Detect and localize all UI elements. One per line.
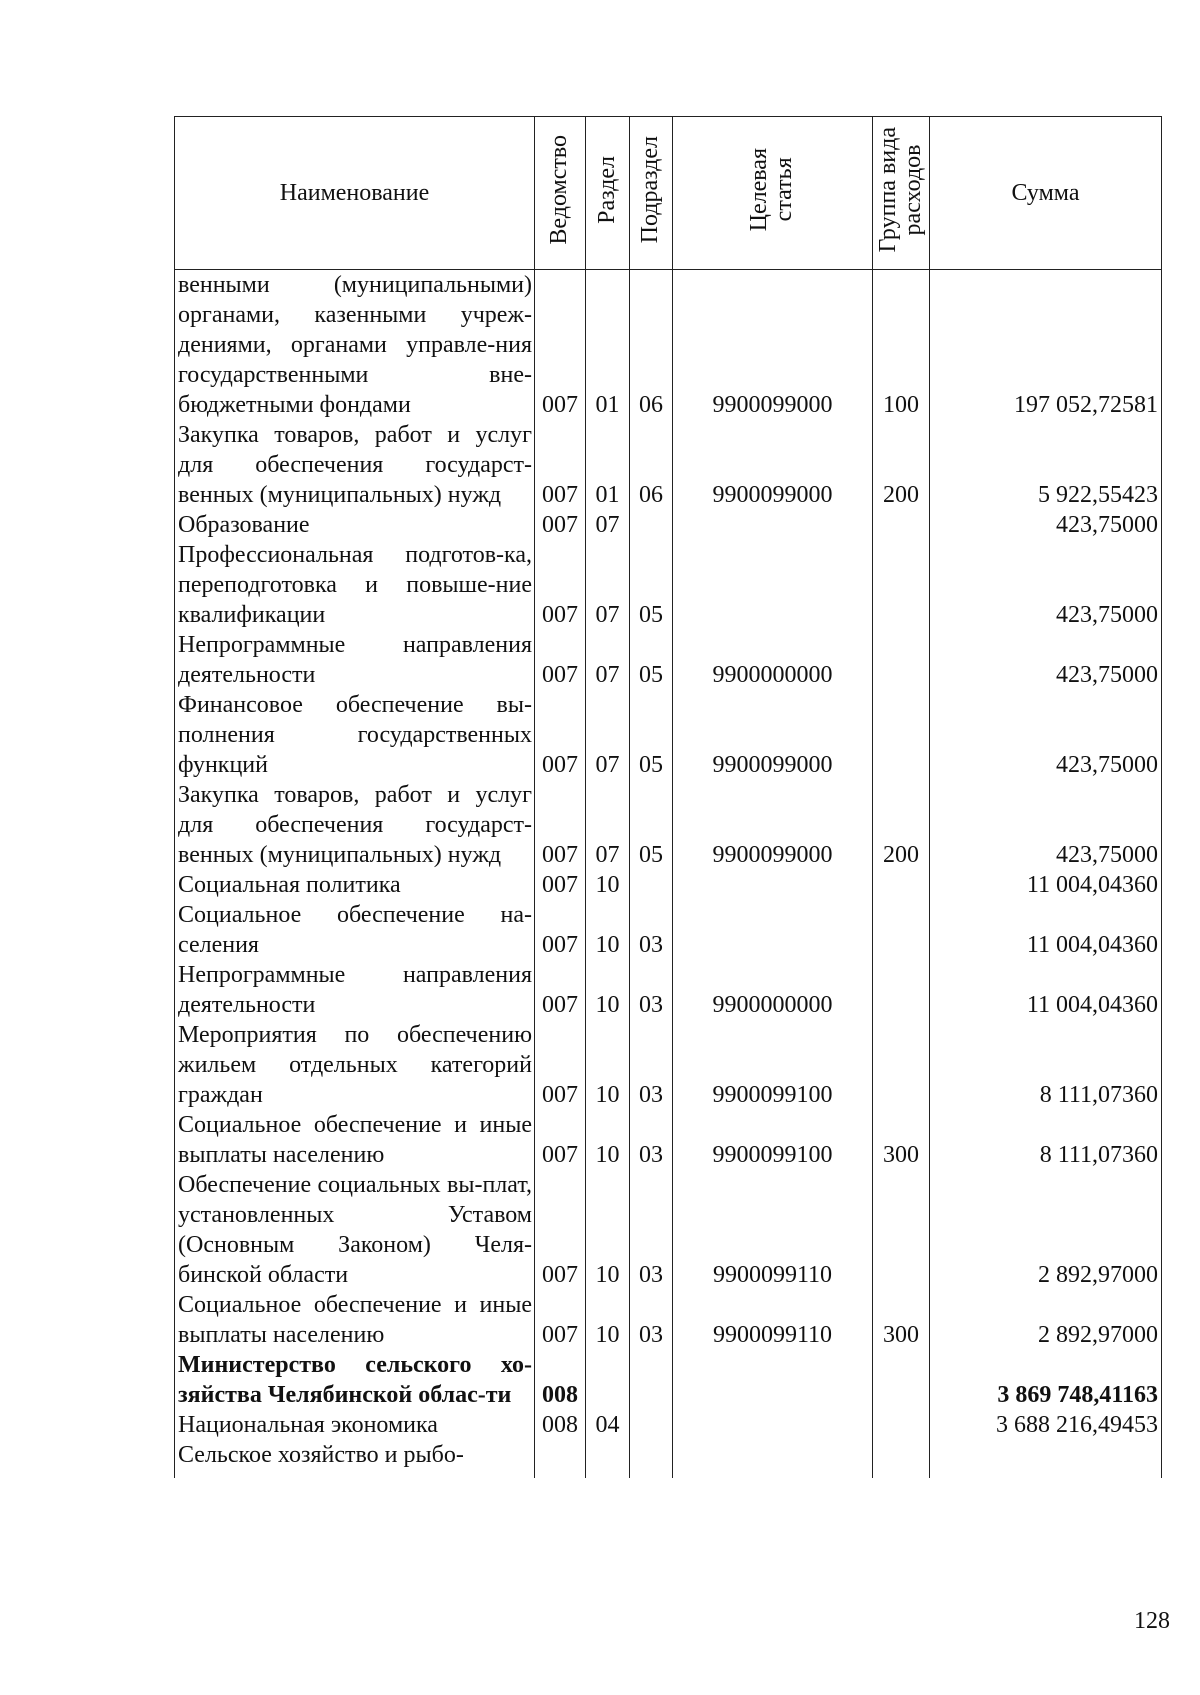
cell-podrazdel (630, 1410, 673, 1440)
table-row (175, 540, 1162, 630)
table-row (175, 1410, 1162, 1440)
table-row (175, 1350, 1162, 1410)
cell-podrazdel: 05 (630, 540, 673, 630)
cell-celevaya: 9900099100 (673, 1110, 873, 1170)
cell-name: Социальное обеспечение и иные выплаты населению (175, 1290, 535, 1350)
table-row (175, 630, 1162, 690)
cell-summa: 3 869 748,41163 (930, 1350, 1162, 1410)
table-row (175, 870, 1162, 900)
cell-podrazdel: 03 (630, 1020, 673, 1110)
header-celevaya (673, 117, 873, 270)
cell-summa: 423,75000 (930, 630, 1162, 690)
cell-podrazdel (630, 1440, 673, 1478)
cell-razdel (586, 1440, 630, 1478)
header-celevaya-line2: статья (771, 157, 798, 222)
cell-name: Непрограммные направления деятельности (175, 960, 535, 1020)
cell-gruppa (873, 1020, 930, 1110)
page-number: 128 (1134, 1608, 1170, 1634)
cell-name: Обеспечение социальных вы-плат, установленных Уставом (Основным Законом) Челя-бинской области (175, 1170, 535, 1290)
cell-summa: 423,75000 (930, 510, 1162, 540)
cell-podrazdel: 03 (630, 1170, 673, 1290)
cell-name: Социальное обеспечение на-селения (175, 900, 535, 960)
table-row (175, 1020, 1162, 1110)
cell-podrazdel: 05 (630, 630, 673, 690)
cell-ved: 007 (535, 1020, 586, 1110)
cell-gruppa (873, 1440, 930, 1478)
table-row (175, 780, 1162, 870)
cell-razdel: 10 (586, 900, 630, 960)
cell-podrazdel: 05 (630, 690, 673, 780)
cell-summa: 11 004,04360 (930, 870, 1162, 900)
cell-name: Сельское хозяйство и рыбо- (175, 1440, 535, 1478)
header-name-label: Наименование (279, 179, 430, 206)
cell-razdel: 10 (586, 870, 630, 900)
table-row (175, 1290, 1162, 1350)
cell-summa: 8 111,07360 (930, 1020, 1162, 1110)
cell-gruppa (873, 870, 930, 900)
cell-summa: 423,75000 (930, 540, 1162, 630)
header-summa-label: Сумма (1011, 179, 1080, 206)
cell-razdel: 10 (586, 1290, 630, 1350)
cell-podrazdel: 03 (630, 960, 673, 1020)
cell-summa (930, 1440, 1162, 1478)
cell-celevaya: 9900000000 (673, 960, 873, 1020)
cell-ved: 007 (535, 420, 586, 510)
cell-summa: 2 892,97000 (930, 1290, 1162, 1350)
cell-ved: 008 (535, 1350, 586, 1410)
cell-name: Профессиональная подготов-ка, переподготовка и повыше-ние квалификации (175, 540, 535, 630)
cell-razdel: 07 (586, 780, 630, 870)
cell-celevaya: 9900000000 (673, 630, 873, 690)
cell-ved: 007 (535, 510, 586, 540)
cell-name: Финансовое обеспечение вы-полнения государственных функций (175, 690, 535, 780)
header-gruppa-line1: Группа вида (874, 126, 901, 253)
cell-name: Закупка товаров, работ и услуг для обеспечения государст-венных (муниципальных) нужд (175, 780, 535, 870)
cell-gruppa (873, 900, 930, 960)
cell-ved: 007 (535, 1170, 586, 1290)
table-row (175, 1110, 1162, 1170)
cell-name: Мероприятия по обеспечению жильем отдельных категорий граждан (175, 1020, 535, 1110)
cell-celevaya (673, 540, 873, 630)
header-gruppa-label (876, 127, 926, 252)
cell-name: Национальная экономика (175, 1410, 535, 1440)
cell-podrazdel: 06 (630, 270, 673, 421)
cell-ved: 007 (535, 690, 586, 780)
header-podrazdel-label: Подраздел (637, 135, 664, 244)
cell-name: Министерство сельского хо-зяйства Челябинской облас-ти (175, 1350, 535, 1410)
cell-gruppa (873, 960, 930, 1020)
header-celevaya-line1: Целевая (746, 147, 773, 232)
cell-razdel: 10 (586, 1170, 630, 1290)
cell-celevaya (673, 1350, 873, 1410)
cell-ved: 007 (535, 1290, 586, 1350)
header-ved (535, 117, 586, 270)
header-celevaya-label (747, 148, 797, 231)
cell-summa: 8 111,07360 (930, 1110, 1162, 1170)
cell-podrazdel: 03 (630, 1110, 673, 1170)
cell-summa: 11 004,04360 (930, 960, 1162, 1020)
cell-gruppa (873, 510, 930, 540)
cell-podrazdel (630, 510, 673, 540)
cell-name: Социальное обеспечение и иные выплаты населению (175, 1110, 535, 1170)
cell-ved: 007 (535, 630, 586, 690)
cell-ved (535, 1440, 586, 1478)
header-razdel-label: Раздел (593, 155, 620, 224)
table-row (175, 510, 1162, 540)
cell-gruppa: 300 (873, 1290, 930, 1350)
table-row (175, 690, 1162, 780)
cell-summa: 423,75000 (930, 780, 1162, 870)
cell-celevaya: 9900099000 (673, 780, 873, 870)
cell-razdel (586, 1350, 630, 1410)
cell-podrazdel (630, 870, 673, 900)
table-body (175, 270, 1162, 1479)
cell-ved: 007 (535, 1110, 586, 1170)
cell-summa: 2 892,97000 (930, 1170, 1162, 1290)
header-gruppa (873, 117, 930, 270)
cell-podrazdel: 03 (630, 1290, 673, 1350)
header-podrazdel (630, 117, 673, 270)
cell-summa: 11 004,04360 (930, 900, 1162, 960)
cell-name: Закупка товаров, работ и услуг для обеспечения государст-венных (муниципальных) нужд (175, 420, 535, 510)
cell-ved: 007 (535, 960, 586, 1020)
cell-summa: 423,75000 (930, 690, 1162, 780)
cell-gruppa: 200 (873, 420, 930, 510)
header-name (175, 117, 535, 270)
table-row (175, 420, 1162, 510)
budget-table (174, 116, 1162, 1478)
cell-gruppa: 200 (873, 780, 930, 870)
cell-ved: 007 (535, 870, 586, 900)
header-razdel (586, 117, 630, 270)
cell-gruppa (873, 1170, 930, 1290)
cell-name: Социальная политика (175, 870, 535, 900)
cell-gruppa (873, 690, 930, 780)
cell-gruppa (873, 1410, 930, 1440)
table-row (175, 1440, 1162, 1478)
cell-name: венными (муниципальными) органами, казенными учреж-дениями, органами управле-ния государственными вне-бюджетными фондами (175, 270, 535, 421)
cell-ved: 008 (535, 1410, 586, 1440)
cell-celevaya: 9900099000 (673, 270, 873, 421)
cell-podrazdel (630, 1350, 673, 1410)
cell-celevaya (673, 870, 873, 900)
header-ved-label: Ведомство (546, 134, 573, 245)
cell-summa: 3 688 216,49453 (930, 1410, 1162, 1440)
cell-razdel: 10 (586, 960, 630, 1020)
cell-razdel: 10 (586, 1020, 630, 1110)
cell-gruppa: 300 (873, 1110, 930, 1170)
cell-podrazdel: 05 (630, 780, 673, 870)
cell-gruppa (873, 540, 930, 630)
cell-celevaya (673, 900, 873, 960)
cell-gruppa (873, 630, 930, 690)
cell-ved: 007 (535, 780, 586, 870)
cell-celevaya: 9900099110 (673, 1290, 873, 1350)
table-row (175, 270, 1162, 421)
table-header (175, 117, 1162, 270)
cell-gruppa (873, 1350, 930, 1410)
cell-celevaya: 9900099000 (673, 420, 873, 510)
header-gruppa-line2: расходов (900, 144, 926, 235)
cell-celevaya (673, 510, 873, 540)
cell-celevaya (673, 1410, 873, 1440)
cell-podrazdel: 03 (630, 900, 673, 960)
table-row (175, 960, 1162, 1020)
cell-ved: 007 (535, 900, 586, 960)
table-row (175, 1170, 1162, 1290)
cell-celevaya: 9900099000 (673, 690, 873, 780)
cell-name: Образование (175, 510, 535, 540)
cell-celevaya: 9900099110 (673, 1170, 873, 1290)
header-summa (930, 117, 1162, 270)
cell-podrazdel: 06 (630, 420, 673, 510)
cell-celevaya: 9900099100 (673, 1020, 873, 1110)
cell-razdel: 01 (586, 420, 630, 510)
cell-razdel: 07 (586, 510, 630, 540)
cell-razdel: 01 (586, 270, 630, 421)
table-row (175, 900, 1162, 960)
cell-name: Непрограммные направления деятельности (175, 630, 535, 690)
cell-celevaya (673, 1440, 873, 1478)
cell-razdel: 07 (586, 690, 630, 780)
cell-ved: 007 (535, 270, 586, 421)
cell-ved: 007 (535, 540, 586, 630)
cell-razdel: 07 (586, 630, 630, 690)
cell-razdel: 04 (586, 1410, 630, 1440)
cell-summa: 197 052,72581 (930, 270, 1162, 421)
cell-summa: 5 922,55423 (930, 420, 1162, 510)
cell-razdel: 07 (586, 540, 630, 630)
cell-razdel: 10 (586, 1110, 630, 1170)
cell-gruppa: 100 (873, 270, 930, 421)
